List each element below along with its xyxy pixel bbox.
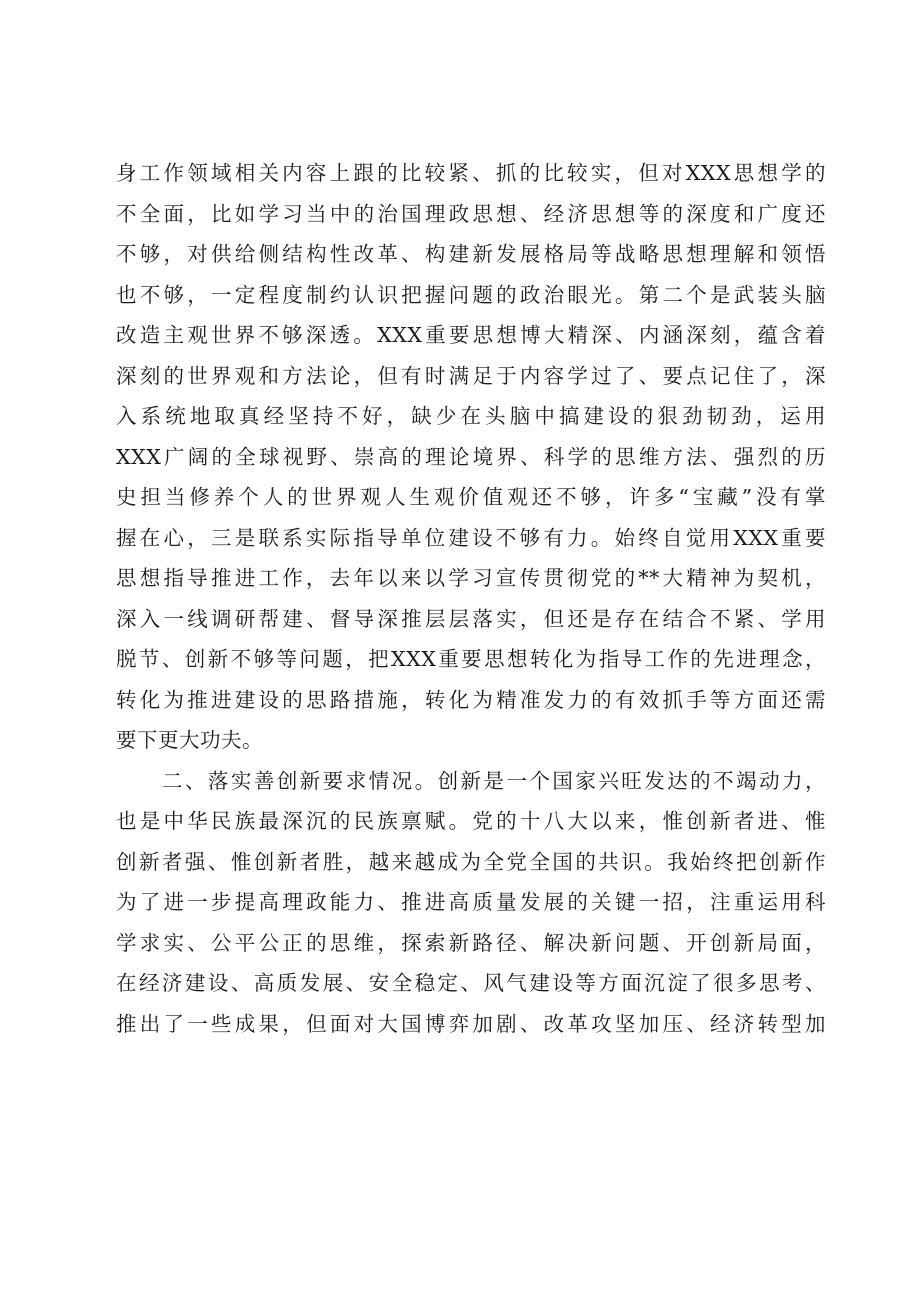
text-line: 改造主观世界不够深透。XXX重要思想博大精深、内涵深刻，蕴含着: [116, 323, 826, 347]
text-line: 也是中华民族最深沉的民族禀赋。党的十八大以来，惟创新者进、惟: [116, 809, 826, 833]
text-line: 史担当修养个人的世界观人生观价值观还不够，许多“宝藏”没有掌: [116, 485, 826, 509]
text-line: 转化为推进建设的思路措施，转化为精准发力的有效抓手等方面还需: [116, 687, 826, 712]
text-line: 握在心，三是联系实际指导单位建设不够有力。始终自觉用XXX重要: [116, 525, 826, 550]
text-line: 为了进一步提高理政能力、推进高质量发展的关键一招，注重运用科: [116, 890, 826, 914]
text-line: 学求实、公平公正的思维，探索新路径、解决新问题、开创新局面，: [116, 930, 826, 955]
text-line: 要下更大功夫。: [116, 728, 263, 752]
text-line: 推出了一些成果，但面对大国博弈加剧、改革攻坚加压、经济转型加: [116, 1011, 826, 1036]
text-line: 不全面，比如学习当中的治国理政思想、经济思想等的深度和广度还: [116, 201, 826, 226]
text-line: 创新者强、惟创新者胜，越来越成为全党全国的共识。我始终把创新作: [116, 849, 826, 874]
text-line: 脱节、创新不够等问题，把XXX重要思想转化为指导工作的先进理念，: [116, 647, 826, 671]
section-heading-line: 二、落实善创新要求情况。创新是一个国家兴旺发达的不竭动力，: [162, 768, 826, 793]
text-line: 也不够，一定程度制约认识把握问题的政治眼光。第二个是武装头脑: [116, 282, 826, 307]
text-line: XXX广阔的全球视野、崇高的理论境界、科学的思维方法、强烈的历: [116, 444, 826, 469]
text-line: 思想指导推进工作，去年以来以学习宣传贯彻党的**大精神为契机，: [116, 566, 826, 590]
text-line: 深刻的世界观和方法论，但有时满足于内容学过了、要点记住了，深: [116, 363, 826, 388]
text-line: 入系统地取真经坚持不好，缺少在头脑中搞建设的狠劲韧劲，运用: [116, 404, 826, 428]
text-line: 在经济建设、高质发展、安全稳定、风气建设等方面沉淀了很多思考、: [116, 971, 826, 995]
text-line: 身工作领域相关内容上跟的比较紧、抓的比较实，但对XXX思想学的: [116, 161, 826, 185]
body-text: [116, 153, 826, 1044]
text-line: 不够，对供给侧结构性改革、构建新发展格局等战略思想理解和领悟: [116, 242, 826, 266]
text-line: 深入一线调研帮建、督导深推层层落实，但还是存在结合不紧、学用: [116, 606, 826, 631]
